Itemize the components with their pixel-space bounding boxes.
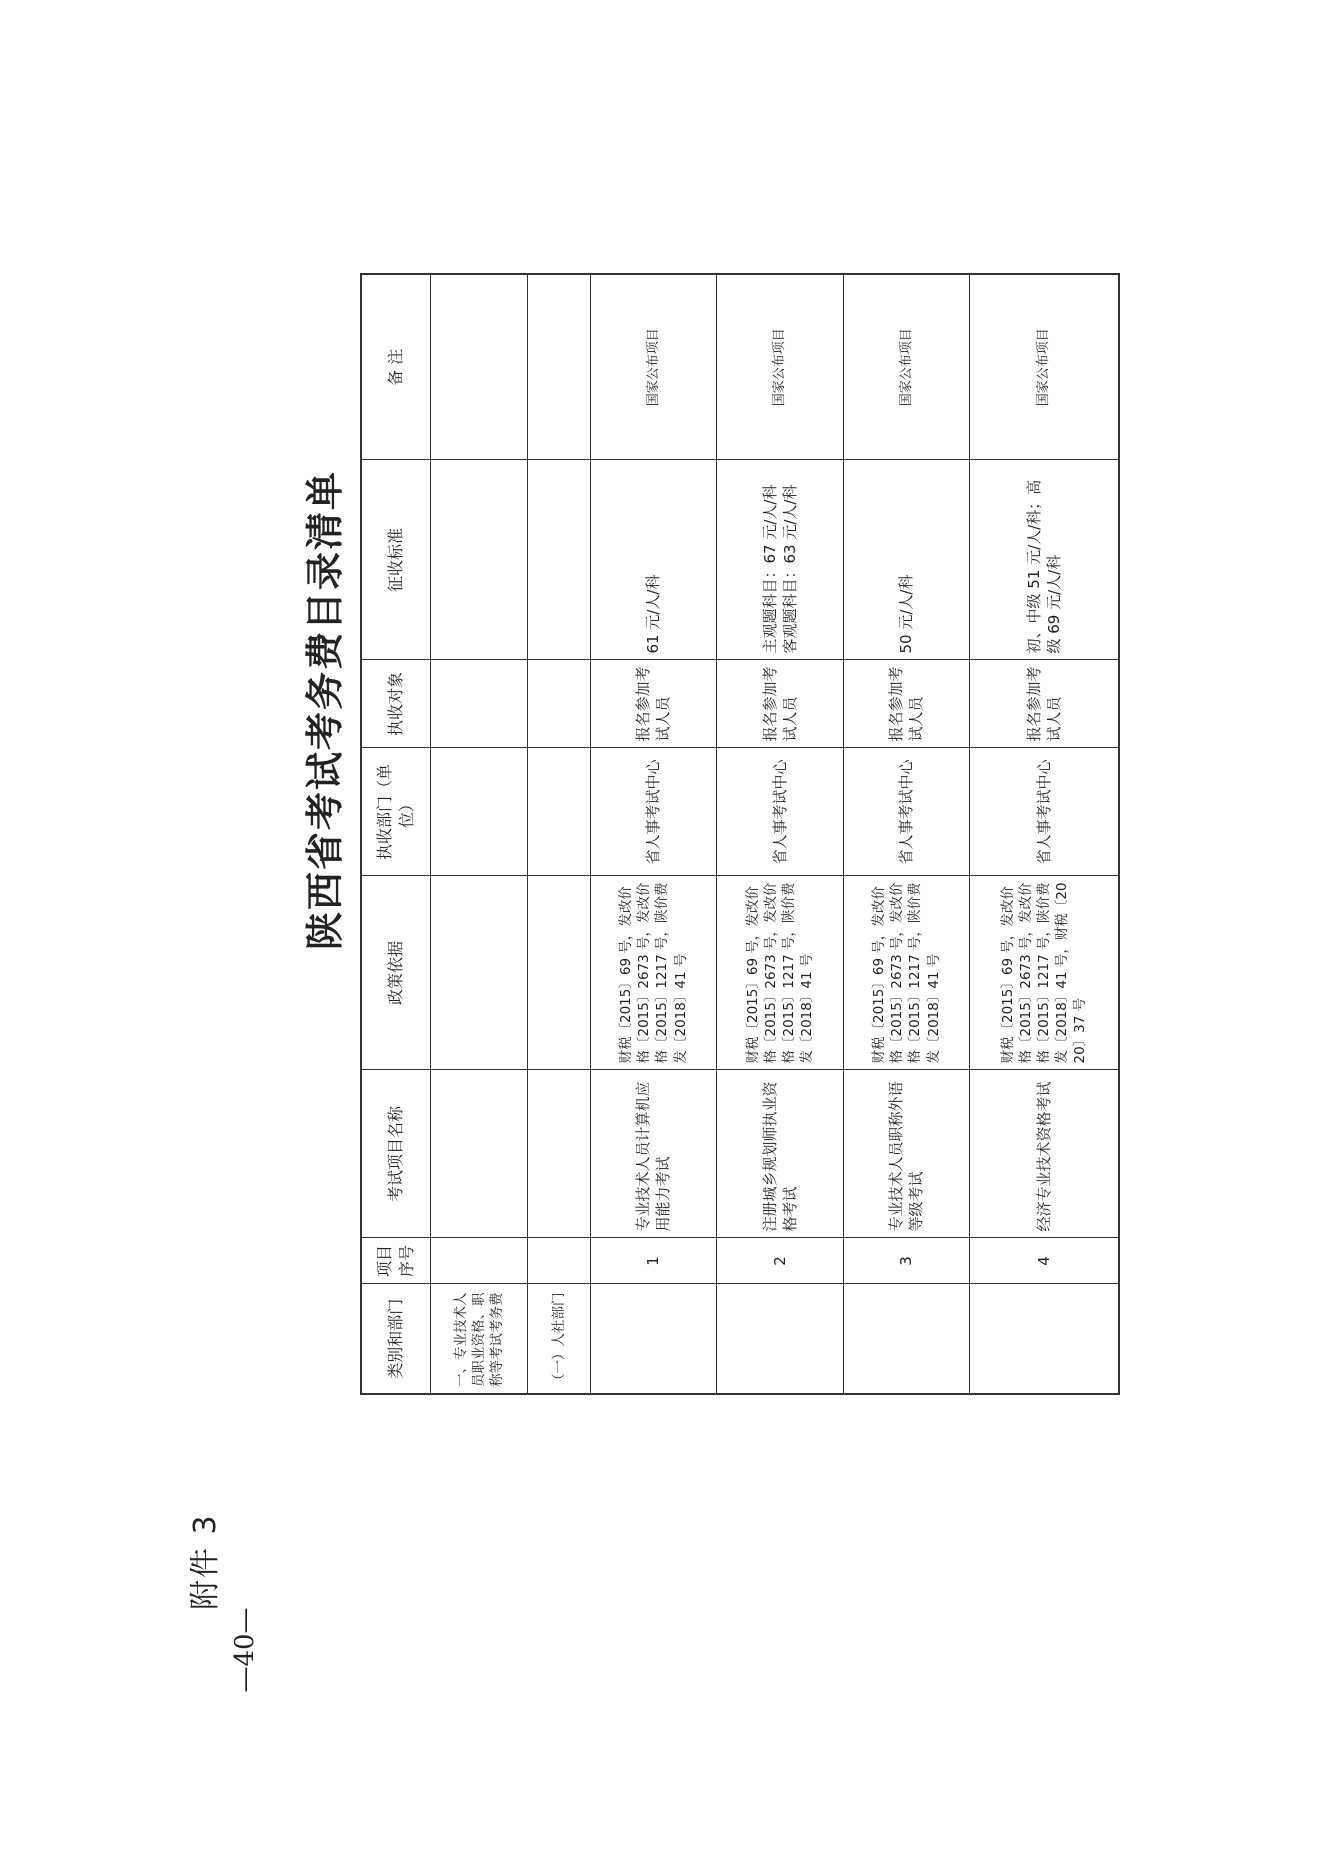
policy-basis: 财税〔2015〕69 号，发改价格〔2015〕2673 号，发改价格〔2015〕1217 号，陕价费发〔2018〕41 号，财税〔2020〕37 号 xyxy=(970,876,1119,1070)
header-dept: 执收部门（单位） xyxy=(361,748,431,876)
header-policy: 政策依据 xyxy=(361,876,431,1070)
header-exam-name: 考试项目名称 xyxy=(361,1070,431,1238)
remark: 国家公布项目 xyxy=(590,274,717,460)
header-category: 类别和部门 xyxy=(361,1284,431,1394)
table-header-row xyxy=(361,274,431,1394)
header-target: 执收对象 xyxy=(361,660,431,748)
fee-table xyxy=(360,273,1120,1395)
item-no: 3 xyxy=(843,1238,970,1284)
policy-basis: 财税〔2015〕69 号，发改价格〔2015〕2673 号，发改价格〔2015〕1217 号，陕价费发〔2018〕41 号 xyxy=(843,876,970,1070)
item-no: 1 xyxy=(590,1238,717,1284)
collecting-dept: 省人事考试中心 xyxy=(717,748,844,876)
section-label: 一、专业技术人员职业资格、职称等考试考务费 xyxy=(431,1284,528,1394)
subsection-label: （一）人社部门 xyxy=(528,1284,591,1394)
collection-target: 报名参加考试人员 xyxy=(970,660,1119,748)
policy-basis: 财税〔2015〕69 号，发改价格〔2015〕2673 号，发改价格〔2015〕1217 号，陕价费发〔2018〕41 号 xyxy=(717,876,844,1070)
remark: 国家公布项目 xyxy=(843,274,970,460)
item-no: 2 xyxy=(717,1238,844,1284)
subsection-row xyxy=(528,274,591,1394)
table-row xyxy=(717,274,844,1394)
table-row xyxy=(843,274,970,1394)
table-row xyxy=(590,274,717,1394)
section-row xyxy=(431,274,528,1394)
header-standard: 征收标准 xyxy=(361,460,431,660)
attachment-label: 附件 3 xyxy=(188,1513,223,1610)
fee-table-container xyxy=(360,275,1120,1395)
fee-standard: 初、中级 51 元/人/科；高级 69 元/人/科 xyxy=(970,460,1119,660)
exam-name: 专业技术人员计算机应用能力考试 xyxy=(590,1070,717,1238)
item-no: 4 xyxy=(970,1238,1119,1284)
policy-basis: 财税〔2015〕69 号，发改价格〔2015〕2673 号，发改价格〔2015〕1217 号，陕价费发〔2018〕41 号 xyxy=(590,876,717,1070)
remark: 国家公布项目 xyxy=(717,274,844,460)
fee-standard: 50 元/人/科 xyxy=(843,460,970,660)
header-item-no: 项目序号 xyxy=(361,1238,431,1284)
collecting-dept: 省人事考试中心 xyxy=(590,748,717,876)
collecting-dept: 省人事考试中心 xyxy=(970,748,1119,876)
fee-standard: 61 元/人/科 xyxy=(590,460,717,660)
title-block xyxy=(280,210,370,1210)
exam-name: 注册城乡规划师执业资格考试 xyxy=(717,1070,844,1238)
exam-name: 经济专业技术资格考试 xyxy=(970,1070,1119,1238)
table-row xyxy=(970,274,1119,1394)
collection-target: 报名参加考试人员 xyxy=(717,660,844,748)
exam-name: 专业技术人员职称外语等级考试 xyxy=(843,1070,970,1238)
header-remark: 备 注 xyxy=(361,274,431,460)
collection-target: 报名参加考试人员 xyxy=(843,660,970,748)
document-title: 陕西省考试考务费目录清单 xyxy=(302,470,347,951)
page-number: —40— xyxy=(230,1607,260,1693)
collection-target: 报名参加考试人员 xyxy=(590,660,717,748)
remark: 国家公布项目 xyxy=(970,274,1119,460)
fee-standard: 主观题科目：67 元/人/科 客观题科目：63 元/人/科 xyxy=(717,460,844,660)
collecting-dept: 省人事考试中心 xyxy=(843,748,970,876)
